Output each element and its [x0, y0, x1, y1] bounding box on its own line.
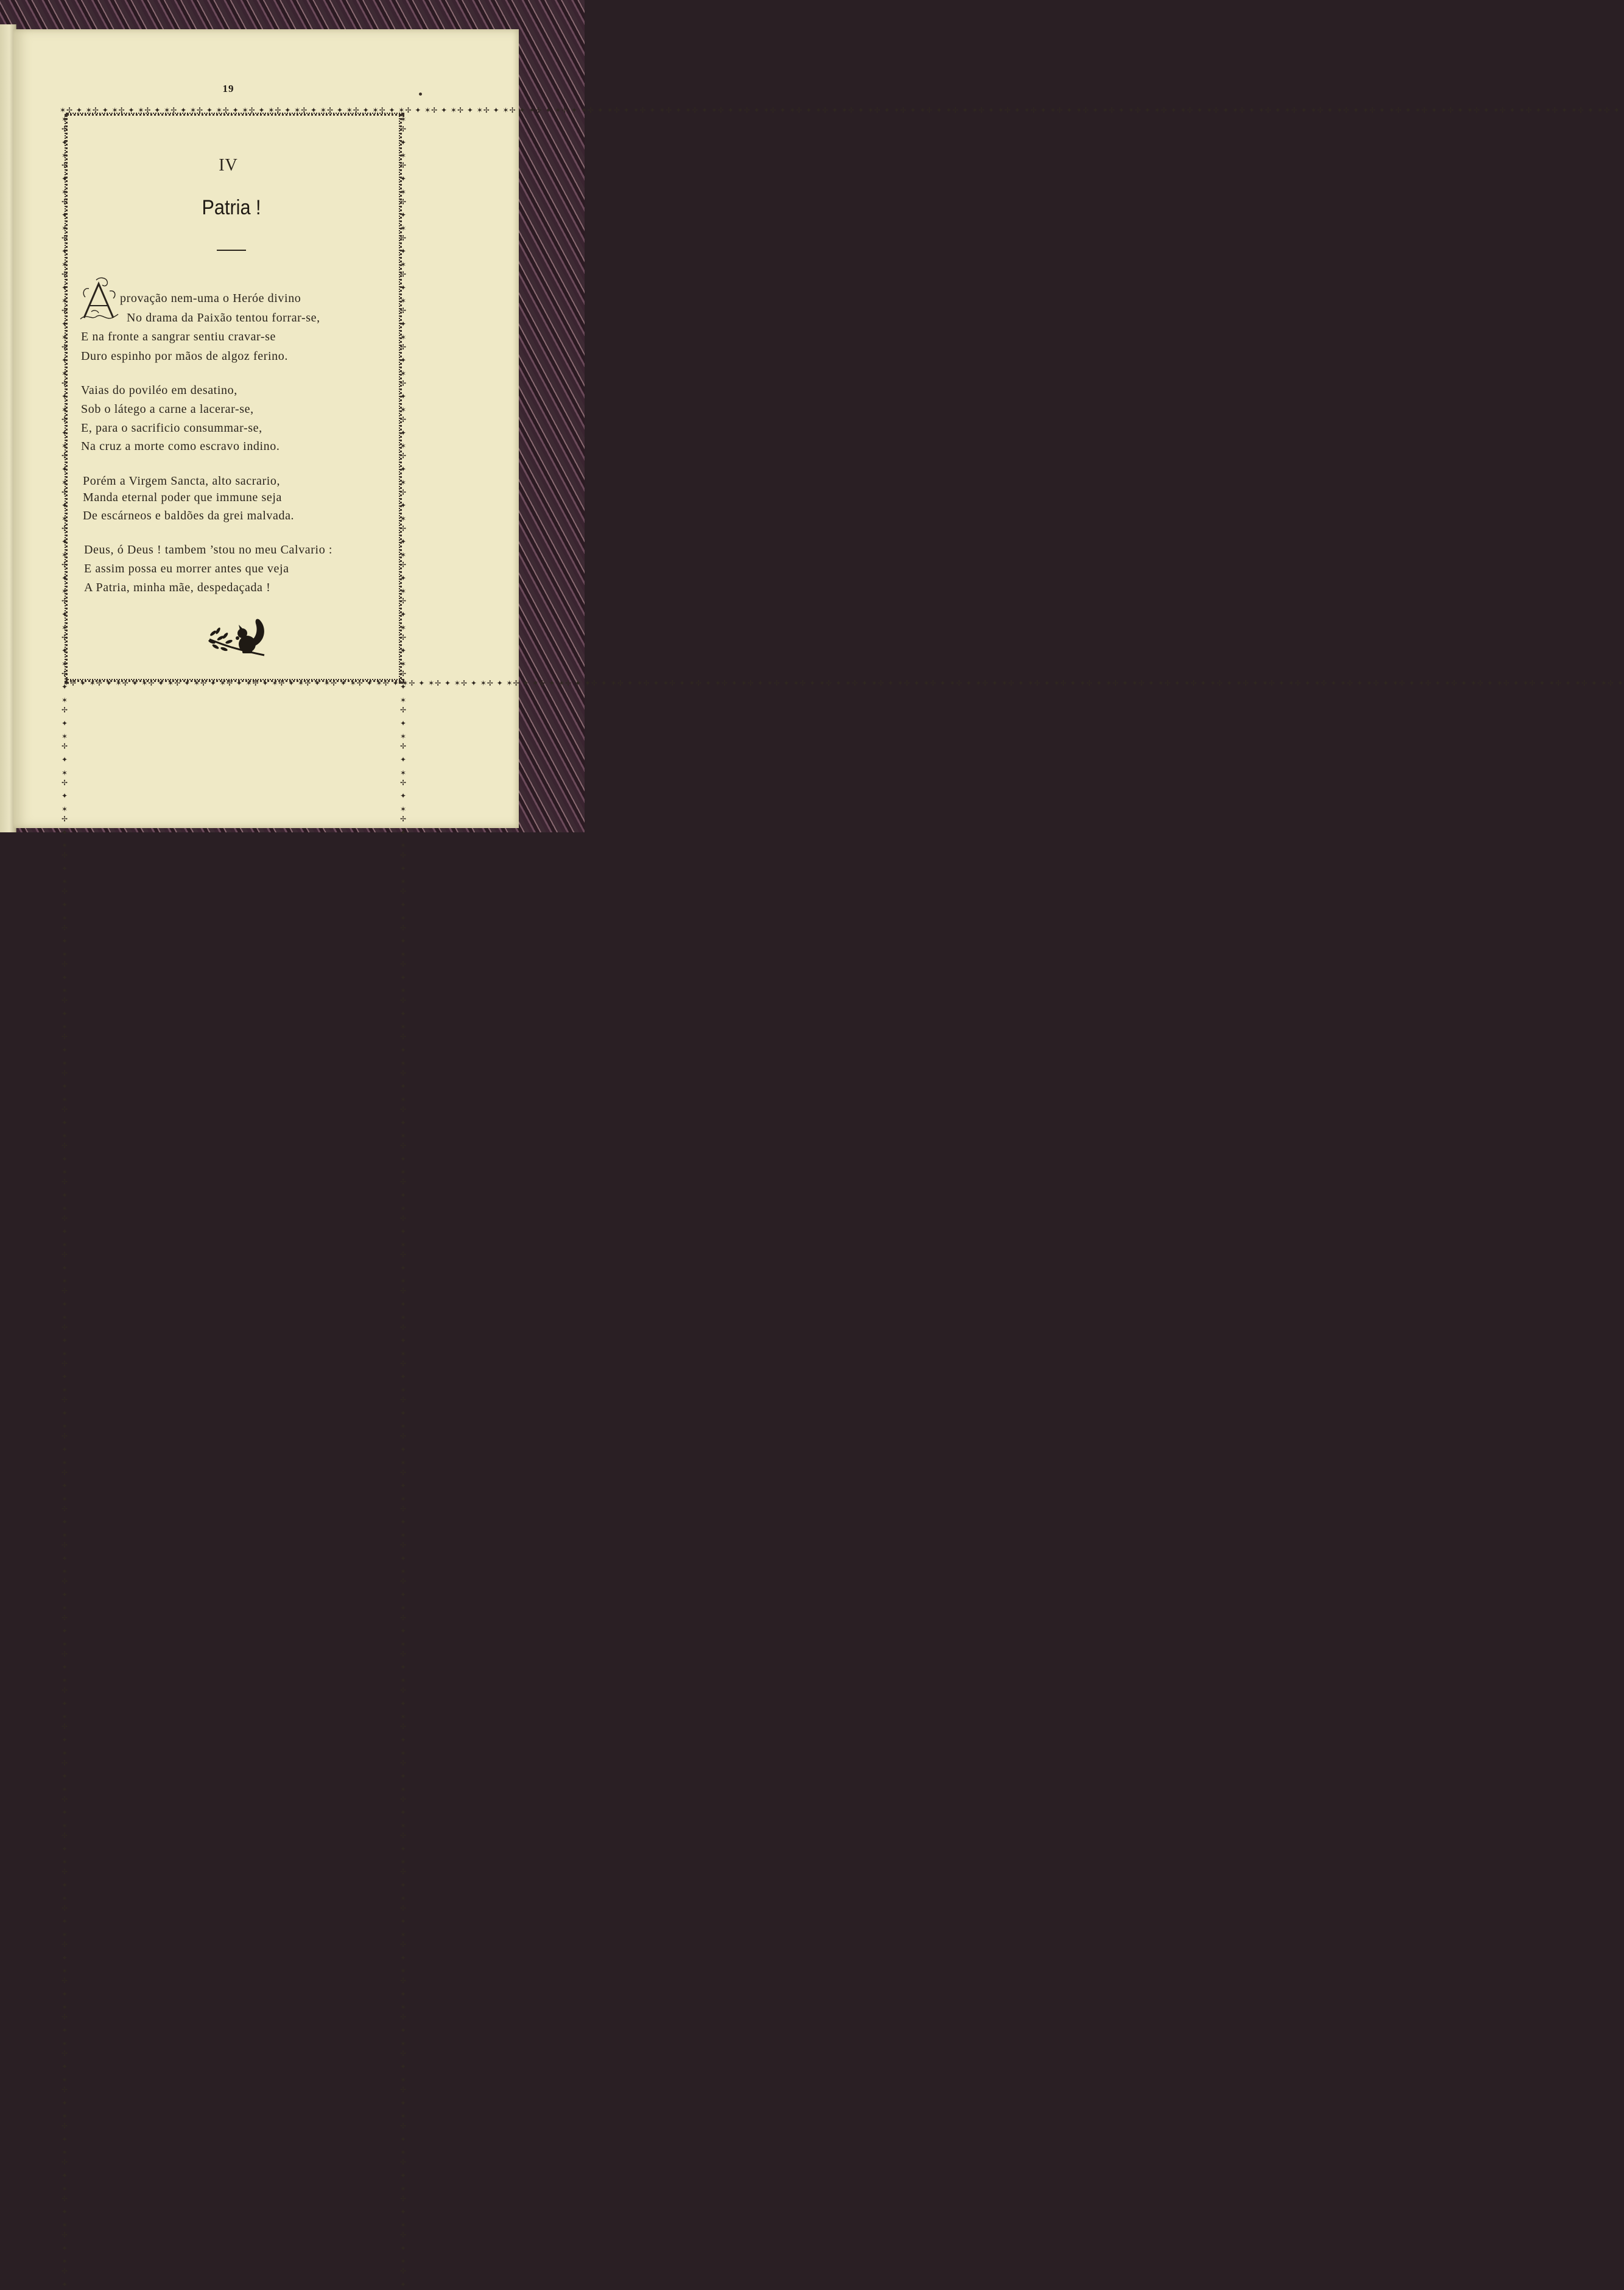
verse-line: Manda eternal poder que immune seja [83, 491, 282, 504]
border-ornament-top-icon: ✶✢ ✦ ✶✢ ✦ ✶✢ ✦ ✶✢ ✦ ✶✢ ✦ ✶✢ ✦ ✶✢ ✦ ✶✢ ✦ ✶✢ ✦ ✶✢ ✦ ✶✢ ✦ ✶✢ ✦ ✶✢ ✦ ✶✢ ✦ ✶✢ ✦ ✶✢ ✦ ✶✢ ✦ ✶✢ ✦ ✶✢ ✦ ✶✢ ✦ ✶✢ ✦ ✶✢ ✦ ✶✢ ✦ ✶✢ ✦ ✶✢ ✦ ✶✢ ✦ ✶✢ ✦ ✶✢ ✦ ✶✢ ✦ ✶✢ ✦ ✶✢ ✦ ✶✢ ✦ ✶✢ ✦ ✶✢ ✦ ✶✢ ✦ ✶✢ ✦ ✶✢ ✦ ✶✢ ✦ ✶✢ ✦ ✶✢ ✦ ✶✢ ✦ ✶✢ ✦ ✶✢ ✦ ✶✢ ✦ ✶✢ ✦ ✶✢ ✦ ✶✢ ✦ ✶✢ ✦ ✶✢ ✦ ✶✢ ✦ ✶✢ ✦ ✶✢ ✦ ✶✢ ✦ ✶✢ ✦ ✶✢ ✦ ✶✢ ✦ ✶✢ ✦ ✶✢ ✦ ✶✢ ✦ ✶✢ ✦ [60, 106, 1620, 114]
verse-line: Vaias do poviléo em desatino, [81, 384, 237, 397]
border-ornament-left-icon: ✶✢ ✦ ✶✢ ✦ ✶✢ ✦ ✶✢ ✦ ✶✢ ✦ ✶✢ ✦ ✶✢ ✦ ✶✢ ✦ ✶✢ ✦ ✶✢ ✦ ✶✢ ✦ ✶✢ ✦ ✶✢ ✦ ✶✢ ✦ ✶✢ ✦ ✶✢ ✦ ✶✢ ✦ ✶✢ ✦ ✶✢ ✦ ✶✢ ✦ ✶✢ ✦ ✶✢ ✦ ✶✢ ✦ ✶✢ ✦ ✶✢ ✦ ✶✢ ✦ ✶✢ ✦ ✶✢ ✦ ✶✢ ✦ ✶✢ ✦ ✶✢ ✦ ✶✢ ✦ ✶✢ ✦ ✶✢ ✦ ✶✢ ✦ ✶✢ ✦ ✶✢ ✦ ✶✢ ✦ ✶✢ ✦ ✶✢ ✦ ✶✢ ✦ ✶✢ ✦ ✶✢ ✦ ✶✢ ✦ ✶✢ ✦ ✶✢ ✦ ✶✢ ✦ ✶✢ ✦ ✶✢ ✦ ✶✢ ✦ ✶✢ ✦ ✶✢ ✦ ✶✢ ✦ ✶✢ ✦ ✶✢ ✦ ✶✢ ✦ ✶✢ ✦ ✶✢ ✦ ✶✢ ✦ ✶✢ ✦ [60, 115, 69, 2290]
verse-line: Deus, ó Deus ! tambem ’stou no meu Calvario : [84, 543, 333, 557]
section-numeral: IV [219, 156, 238, 175]
verse-line: Duro espinho por mãos de algoz ferino. [81, 349, 288, 363]
verse-line: Porém a Virgem Sancta, alto sacrario, [83, 474, 281, 488]
verse-line: De escárneos e baldões da grei malvada. [83, 509, 295, 522]
squirrel-tailpiece-icon [207, 615, 268, 659]
page-number: 19 [222, 83, 234, 94]
verse-line: E, para o sacrificio consummar-se, [81, 421, 262, 435]
verse-line: Sob o látego a carne a lacerar-se, [81, 402, 254, 416]
verse-line: provação nem-uma o Heróe divino [120, 292, 301, 305]
verse-line: Na cruz a morte como escravo indino. [81, 440, 280, 453]
border-ornament-bottom-icon: ✶✢ ✦ ✶✢ ✦ ✶✢ ✦ ✶✢ ✦ ✶✢ ✦ ✶✢ ✦ ✶✢ ✦ ✶✢ ✦ ✶✢ ✦ ✶✢ ✦ ✶✢ ✦ ✶✢ ✦ ✶✢ ✦ ✶✢ ✦ ✶✢ ✦ ✶✢ ✦ ✶✢ ✦ ✶✢ ✦ ✶✢ ✦ ✶✢ ✦ ✶✢ ✦ ✶✢ ✦ ✶✢ ✦ ✶✢ ✦ ✶✢ ✦ ✶✢ ✦ ✶✢ ✦ ✶✢ ✦ ✶✢ ✦ ✶✢ ✦ ✶✢ ✦ ✶✢ ✦ ✶✢ ✦ ✶✢ ✦ ✶✢ ✦ ✶✢ ✦ ✶✢ ✦ ✶✢ ✦ ✶✢ ✦ ✶✢ ✦ ✶✢ ✦ ✶✢ ✦ ✶✢ ✦ ✶✢ ✦ ✶✢ ✦ ✶✢ ✦ ✶✢ ✦ ✶✢ ✦ ✶✢ ✦ ✶✢ ✦ ✶✢ ✦ ✶✢ ✦ ✶✢ ✦ ✶✢ ✦ ✶✢ ✦ ✶✢ ✦ ✶✢ ✦ ✶✢ ✦ ✶✢ ✦ ✶✢ ✦ [63, 679, 1624, 687]
ink-speck [419, 93, 422, 96]
verse-line: A Patria, minha mãe, despedaçada ! [84, 581, 271, 594]
verse-line: E na fronte a sangrar sentiu cravar-se [81, 330, 276, 343]
poem-title: Patria ! [202, 196, 261, 219]
verse-line: E assim possa eu morrer antes que veja [84, 562, 289, 575]
border-ornament-right-icon: ✶✢ ✦ ✶✢ ✦ ✶✢ ✦ ✶✢ ✦ ✶✢ ✦ ✶✢ ✦ ✶✢ ✦ ✶✢ ✦ ✶✢ ✦ ✶✢ ✦ ✶✢ ✦ ✶✢ ✦ ✶✢ ✦ ✶✢ ✦ ✶✢ ✦ ✶✢ ✦ ✶✢ ✦ ✶✢ ✦ ✶✢ ✦ ✶✢ ✦ ✶✢ ✦ ✶✢ ✦ ✶✢ ✦ ✶✢ ✦ ✶✢ ✦ ✶✢ ✦ ✶✢ ✦ ✶✢ ✦ ✶✢ ✦ ✶✢ ✦ ✶✢ ✦ ✶✢ ✦ ✶✢ ✦ ✶✢ ✦ ✶✢ ✦ ✶✢ ✦ ✶✢ ✦ ✶✢ ✦ ✶✢ ✦ ✶✢ ✦ ✶✢ ✦ ✶✢ ✦ ✶✢ ✦ ✶✢ ✦ ✶✢ ✦ ✶✢ ✦ ✶✢ ✦ ✶✢ ✦ ✶✢ ✦ ✶✢ ✦ ✶✢ ✦ ✶✢ ✦ ✶✢ ✦ ✶✢ ✦ ✶✢ ✦ ✶✢ ✦ ✶✢ ✦ ✶✢ ✦ ✶✢ ✦ ✶✢ ✦ [399, 115, 407, 2290]
title-divider [217, 250, 246, 251]
ornamental-letter-a-icon [78, 275, 119, 323]
verse-line: No drama da Paixão tentou forrar-se, [127, 311, 320, 325]
